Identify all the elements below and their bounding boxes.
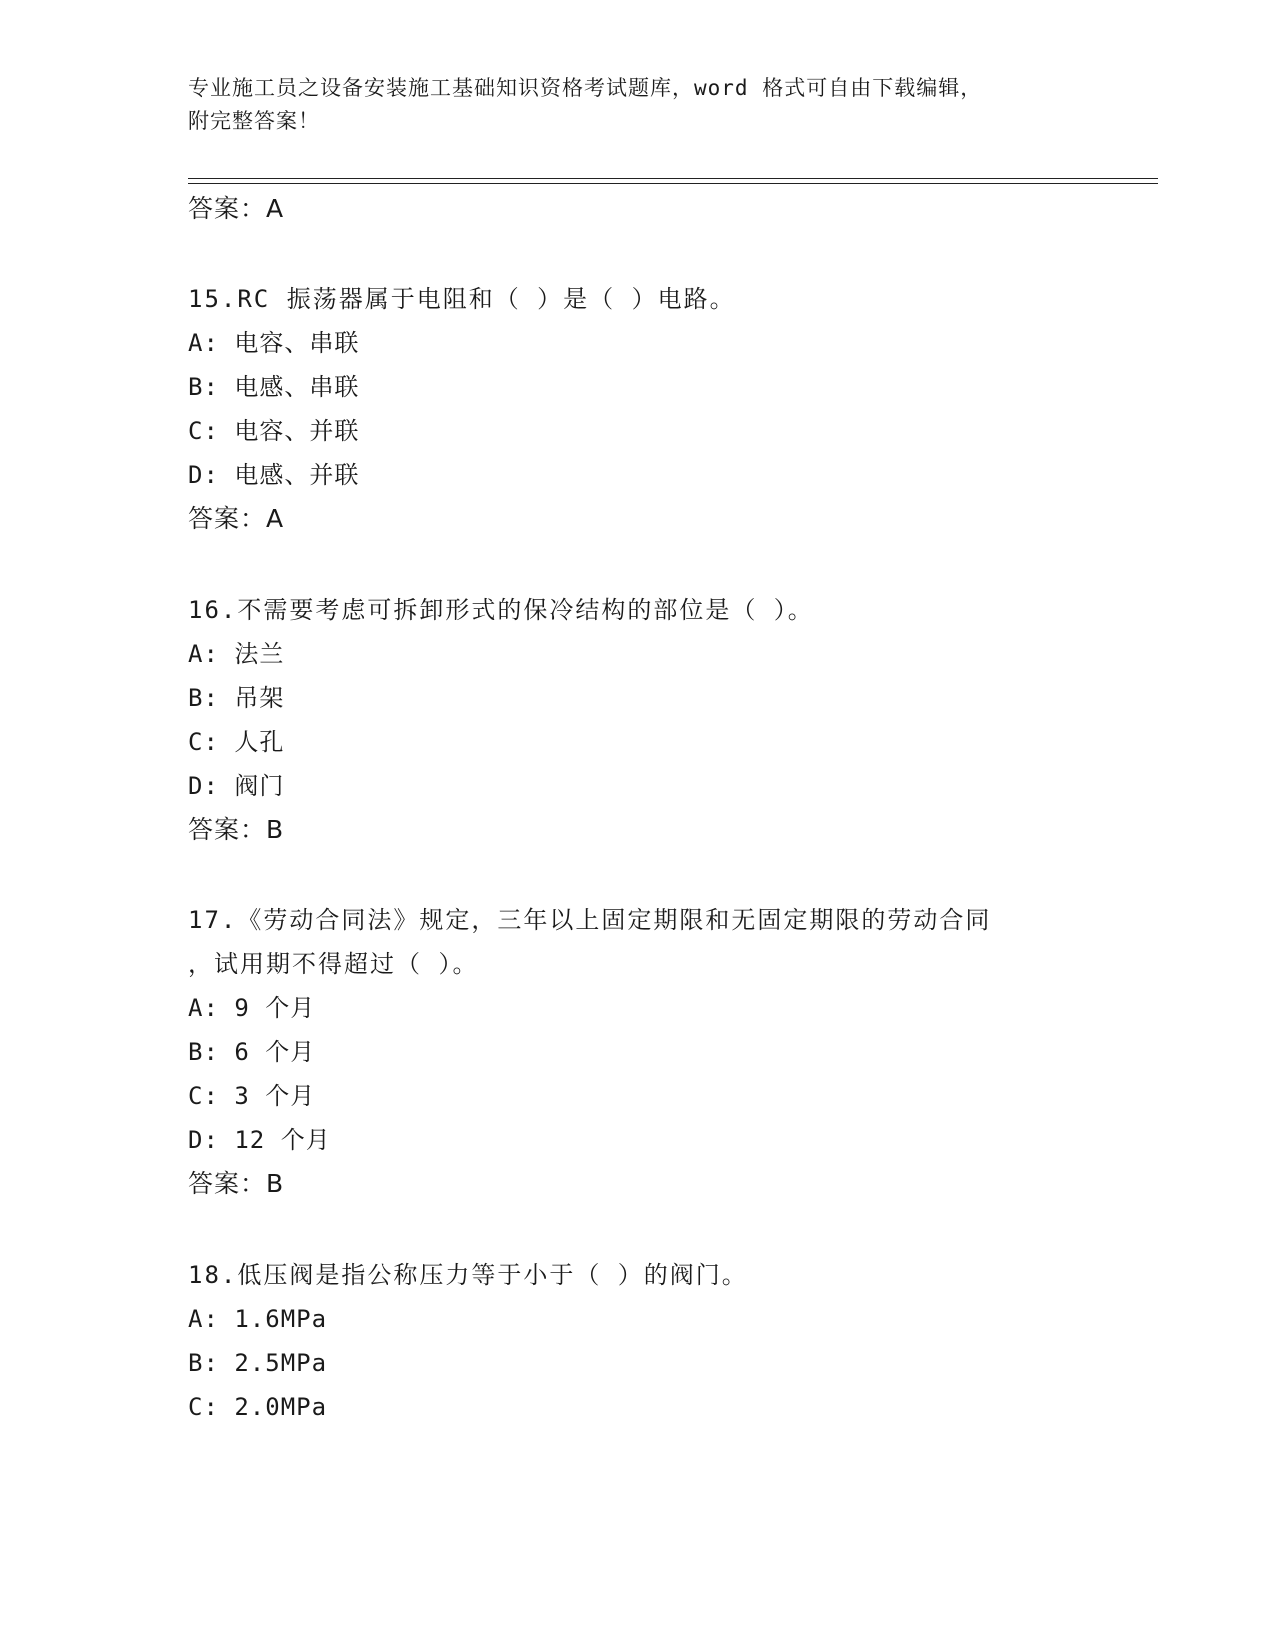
- question-18-stem: 18.低压阀是指公称压力等于小于（ ）的阀门。: [188, 1261, 748, 1289]
- document-header: [188, 72, 1088, 138]
- question-16-answer: 答案：B: [188, 815, 285, 844]
- header-line-2: 附完整答案！: [188, 109, 320, 133]
- question-16-option-d: D: 阀门: [188, 772, 285, 800]
- question-17-stem: 17.《劳动合同法》规定，三年以上固定期限和无固定期限的劳动合同: [188, 906, 992, 934]
- question-17-answer: 答案：B: [188, 1169, 285, 1198]
- question-15-option-c: C: 电容、并联: [188, 417, 360, 445]
- question-18-option-a: A: 1.6MPa: [188, 1305, 328, 1333]
- header-divider-top: [188, 178, 1158, 179]
- question-16-stem: 16.不需要考虑可拆卸形式的保冷结构的部位是（ ）。: [188, 596, 814, 624]
- question-15-answer: 答案：A: [188, 504, 285, 533]
- question-17-option-a: A: 9 个月: [188, 994, 316, 1022]
- question-17-option-c: C: 3 个月: [188, 1082, 316, 1110]
- question-16-option-a: A: 法兰: [188, 640, 285, 668]
- question-15-option-b: B: 电感、串联: [188, 373, 360, 401]
- question-15-option-a: A: 电容、串联: [188, 329, 360, 357]
- question-15-stem: 15.RC 振荡器属于电阻和（ ）是（ ）电路。: [188, 285, 736, 313]
- question-16-option-b: B: 吊架: [188, 684, 285, 712]
- question-15-option-d: D: 电感、并联: [188, 461, 360, 489]
- question-17-stem-continued: ，试用期不得超过（ ）。: [188, 950, 479, 978]
- answer-prev: 答案：A: [188, 194, 285, 223]
- header-line-1: 专业施工员之设备安装施工基础知识资格考试题库，word 格式可自由下载编辑，: [188, 76, 983, 100]
- header-divider-bottom: [188, 183, 1158, 184]
- question-17-option-b: B: 6 个月: [188, 1038, 316, 1066]
- question-17-option-d: D: 12 个月: [188, 1126, 331, 1154]
- question-18-option-b: B: 2.5MPa: [188, 1349, 328, 1377]
- question-18-option-c: C: 2.0MPa: [188, 1393, 328, 1421]
- question-16-option-c: C: 人孔: [188, 728, 285, 756]
